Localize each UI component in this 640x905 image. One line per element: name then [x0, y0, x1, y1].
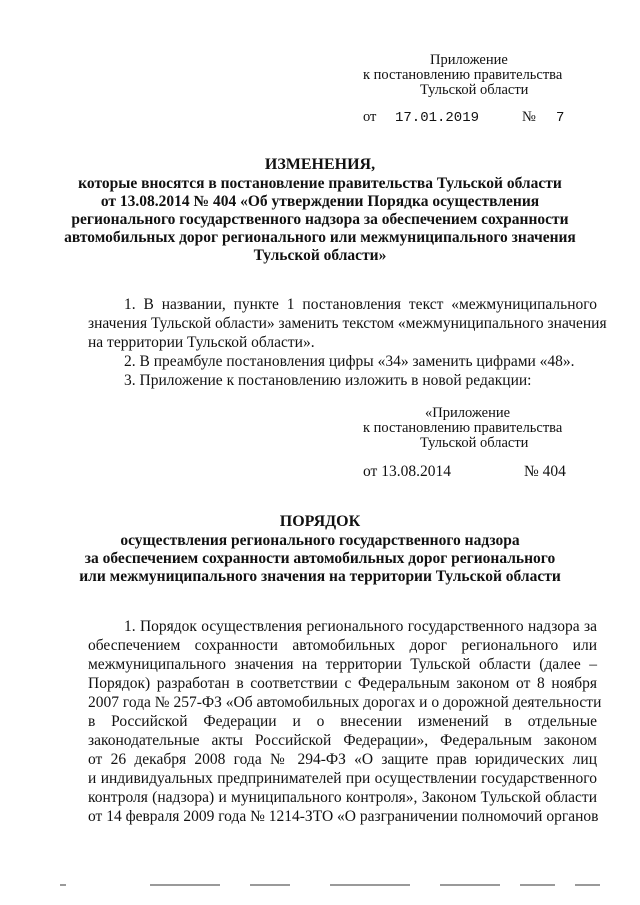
scan-mark [250, 884, 290, 886]
order-subtitle-line: за обеспечением сохранности автомобильных дорог регионального [84, 550, 556, 567]
order-subtitle-line: или межмуниципального значения на территории Тульской области [79, 568, 561, 585]
paragraph-line: 2007 года № 257-ФЗ «Об автомобильных дорогах и о дорожной деятельности [88, 694, 602, 711]
changes-title: ИЗМЕНЕНИЯ, [264, 156, 376, 173]
scan-mark [150, 884, 220, 886]
change-item-1-line: на территории Тульской области». [88, 334, 315, 351]
paragraph-line: Порядок) разработан в соответствии с Федеральным законом от 8 ноября [88, 675, 597, 692]
title-line: регионального государственного надзора за обеспечением сохранности [71, 211, 569, 228]
paragraph-line: и индивидуальных предпринимателей при осуществлении государственного [88, 770, 597, 787]
change-item-2: 2. В преамбуле постановления цифры «34» заменить цифрами «48». [124, 353, 575, 370]
order-title: ПОРЯДОК [279, 513, 361, 530]
scan-mark [440, 884, 500, 886]
paragraph-line: 1. Порядок осуществления регионального государственного надзора за [124, 618, 597, 635]
number-prefix: № [522, 109, 536, 125]
new-appendix-region-line: Тульской области [420, 435, 529, 451]
title-line: Тульской области» [253, 247, 387, 264]
new-appendix-number: № 404 [524, 463, 566, 480]
appendix-region-line: Тульской области [420, 82, 529, 98]
new-appendix-date: от 13.08.2014 [363, 463, 451, 480]
title-line: которые вносятся в постановление правительства Тульской области [78, 175, 562, 192]
paragraph-line: в Российской Федерации и о внесении изменений в отдельные [88, 713, 597, 730]
appendix-resolution-line: к постановлению правительства [363, 67, 563, 83]
order-subtitle-line: осуществления регионального государственного надзора [120, 532, 520, 549]
scan-mark [60, 884, 66, 886]
scan-mark [330, 884, 410, 886]
scan-mark [520, 884, 555, 886]
title-line: от 13.08.2014 № 404 «Об утверждении Порядка осуществления [100, 193, 540, 210]
new-appendix-resolution-line: к постановлению правительства [363, 420, 563, 436]
change-item-3: 3. Приложение к постановлению изложить в новой редакции: [124, 372, 532, 389]
scan-mark [575, 884, 600, 886]
appendix-label: Приложение [430, 52, 508, 68]
paragraph-line: обеспечением сохранности автомобильных дорог регионального или [88, 637, 597, 654]
date-prefix: от [363, 109, 377, 125]
change-item-1-line: 1. В названии, пункте 1 постановления текст «межмуниципального [124, 296, 597, 313]
change-item-1-line: значения Тульской области» заменить текстом «межмуниципального значения [88, 315, 607, 332]
document-number: 7 [556, 110, 565, 126]
paragraph-line: от 14 февраля 2009 года № 1214-ЗТО «О разграничении полномочий органов [88, 808, 599, 825]
new-appendix-label: «Приложение [425, 405, 511, 421]
title-line: автомобильных дорог регионального или межмуниципального значения [64, 229, 576, 246]
paragraph-line: законодательные акты Российской Федерации», Федеральным законом [88, 732, 597, 749]
document-date: 17.01.2019 [395, 110, 480, 126]
paragraph-line: контроля (надзора) и муниципального контроля», Законом Тульской области [88, 789, 597, 806]
paragraph-line: от 26 декабря 2008 года № 294-ФЗ «О защите прав юридических лиц [88, 751, 597, 768]
paragraph-line: межмуниципального значения на территории Тульской области (далее – [88, 656, 597, 673]
